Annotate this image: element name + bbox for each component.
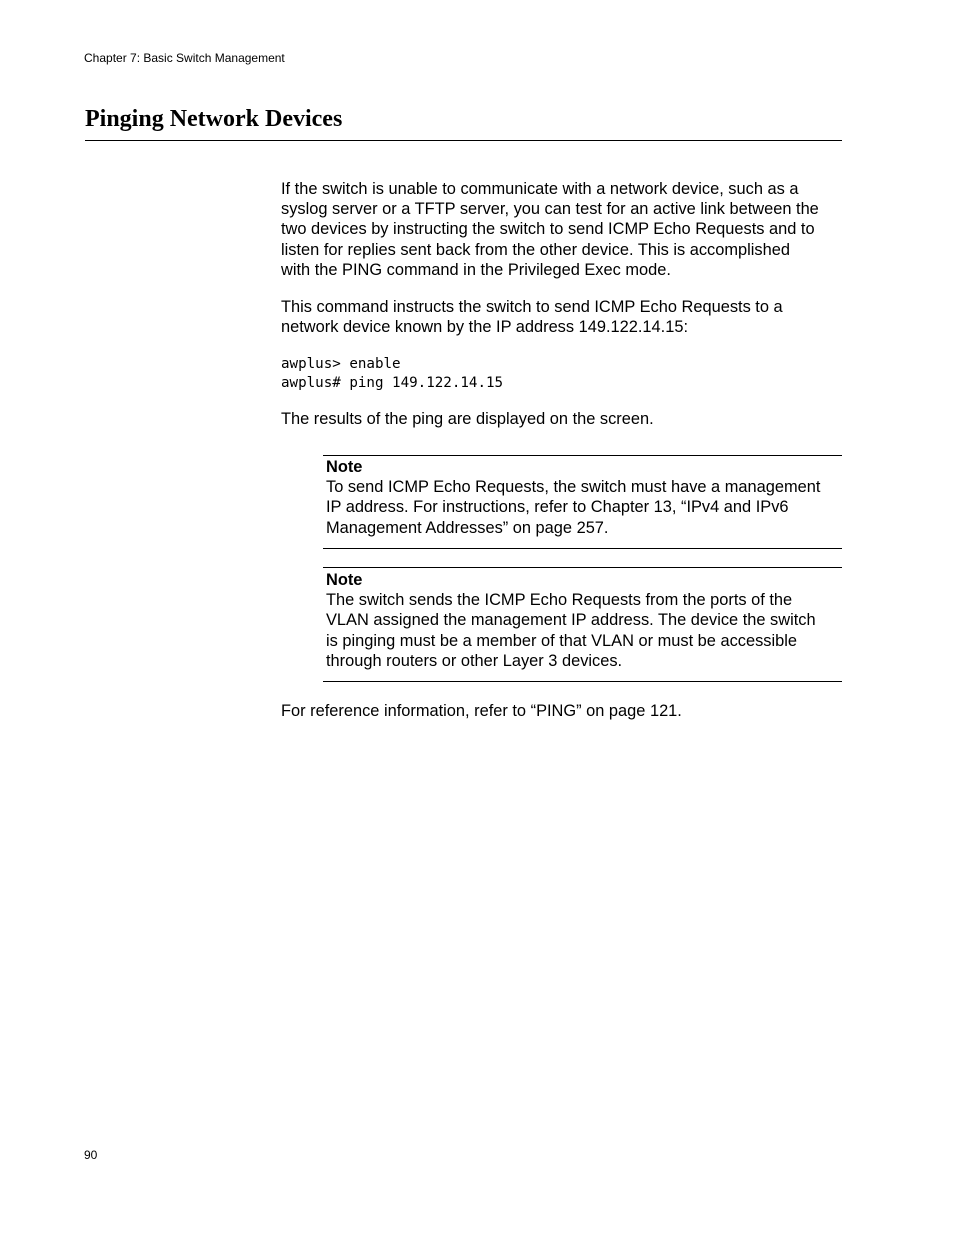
text-line: Management Addresses” on page 257. — [326, 518, 609, 537]
text-line: This command instructs the switch to send ICMP Echo Requests to a — [281, 298, 783, 316]
code-line: awplus> enable — [281, 356, 401, 372]
note-box — [326, 457, 820, 538]
text-line: listen for replies sent back from the other device. This is accomplished — [281, 240, 790, 259]
text-line: with the PING command in the Privileged Exec mode. — [281, 260, 671, 279]
title-rule — [85, 140, 842, 141]
text-line: network device known by the IP address 149.122.14.15: — [281, 318, 688, 337]
note-top-rule — [323, 567, 842, 568]
command-paragraph — [281, 297, 783, 337]
reference-paragraph — [281, 701, 682, 721]
code-example — [281, 355, 503, 392]
running-head: Chapter 7: Basic Switch Management — [84, 51, 285, 65]
section-title: Pinging Network Devices — [85, 106, 343, 132]
text-line: If the switch is unable to communicate with a network device, such as a — [281, 180, 799, 198]
intro-paragraph — [281, 179, 819, 280]
page-number: 90 — [84, 1148, 98, 1162]
text-line: VLAN assigned the management IP address. The device the switch — [326, 611, 816, 630]
note-top-rule — [323, 455, 842, 456]
text-line: through routers or other Layer 3 devices. — [326, 651, 623, 670]
note-label: Note — [326, 571, 363, 589]
text-line: IP address. For instructions, refer to Chapter 13, “IPv4 and IPv6 — [326, 498, 789, 517]
text-line: syslog server or a TFTP server, you can test for an active link between the — [281, 200, 819, 219]
code-line: awplus# ping 149.122.14.15 — [281, 374, 504, 391]
note-bottom-rule — [323, 681, 842, 682]
text-line: For reference information, refer to “PING” on page 121. — [281, 702, 682, 720]
text-line: two devices by instructing the switch to send ICMP Echo Requests and to — [281, 220, 815, 239]
text-line: The switch sends the ICMP Echo Requests from the ports of the — [326, 591, 793, 610]
text-line: The results of the ping are displayed on the screen. — [281, 410, 654, 428]
results-paragraph — [281, 409, 654, 429]
text-line: is pinging must be a member of that VLAN or must be accessible — [326, 631, 797, 650]
text-line: To send ICMP Echo Requests, the switch must have a management — [326, 478, 821, 497]
note-box — [326, 570, 816, 671]
note-label: Note — [326, 458, 363, 476]
note-bottom-rule — [323, 548, 842, 549]
